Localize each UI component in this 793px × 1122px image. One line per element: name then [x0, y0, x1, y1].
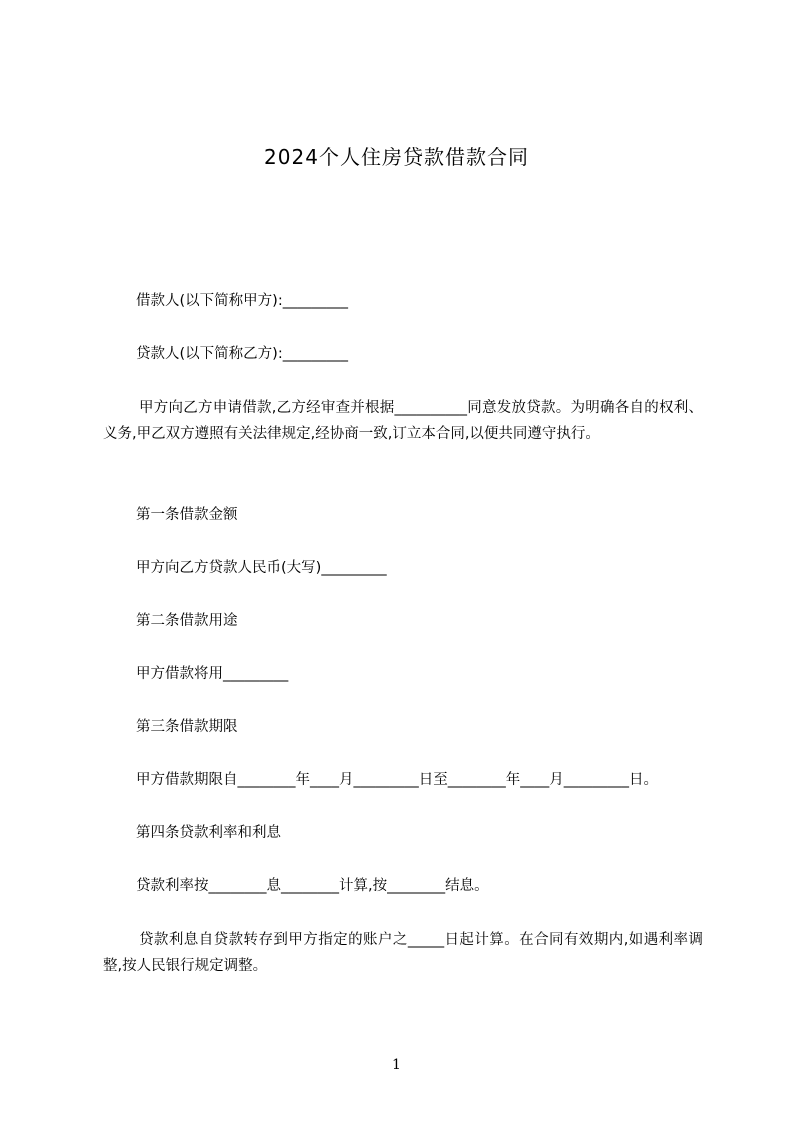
article-1-heading: 第一条借款金额	[136, 507, 238, 523]
lender-line: 贷款人(以下简称乙方):_________	[136, 346, 348, 362]
article-1-text: 甲方向乙方贷款人民币(大写)_________	[136, 560, 387, 576]
article-3-text: 甲方借款期限自________年____月_________日至________年____月_________日。	[136, 772, 658, 788]
page-number: 1	[392, 1057, 401, 1073]
article-2-heading: 第二条借款用途	[136, 613, 238, 629]
article-4-heading: 第四条贷款利率和利息	[136, 825, 281, 841]
article-3-heading: 第三条借款期限	[136, 719, 238, 735]
article-2-text: 甲方借款将用_________	[136, 666, 289, 682]
intro-paragraph: 甲方向乙方申请借款,乙方经审查并根据__________同意发放贷款。为明确各自的权利、义务,甲乙双方遵照有关法律规定,经协商一致,订立本合同,以便共同遵守执行。	[103, 400, 703, 442]
article-4-text: 贷款利率按________息________计算,按________结息。	[136, 878, 489, 894]
interest-paragraph: 贷款利息自贷款转存到甲方指定的账户之_____日起计算。在合同有效期内,如遇利率调整,按人民银行规定调整。	[103, 932, 703, 974]
borrower-line: 借款人(以下简称甲方):_________	[136, 293, 348, 309]
document-title: 2024个人住房贷款借款合同	[264, 145, 529, 169]
